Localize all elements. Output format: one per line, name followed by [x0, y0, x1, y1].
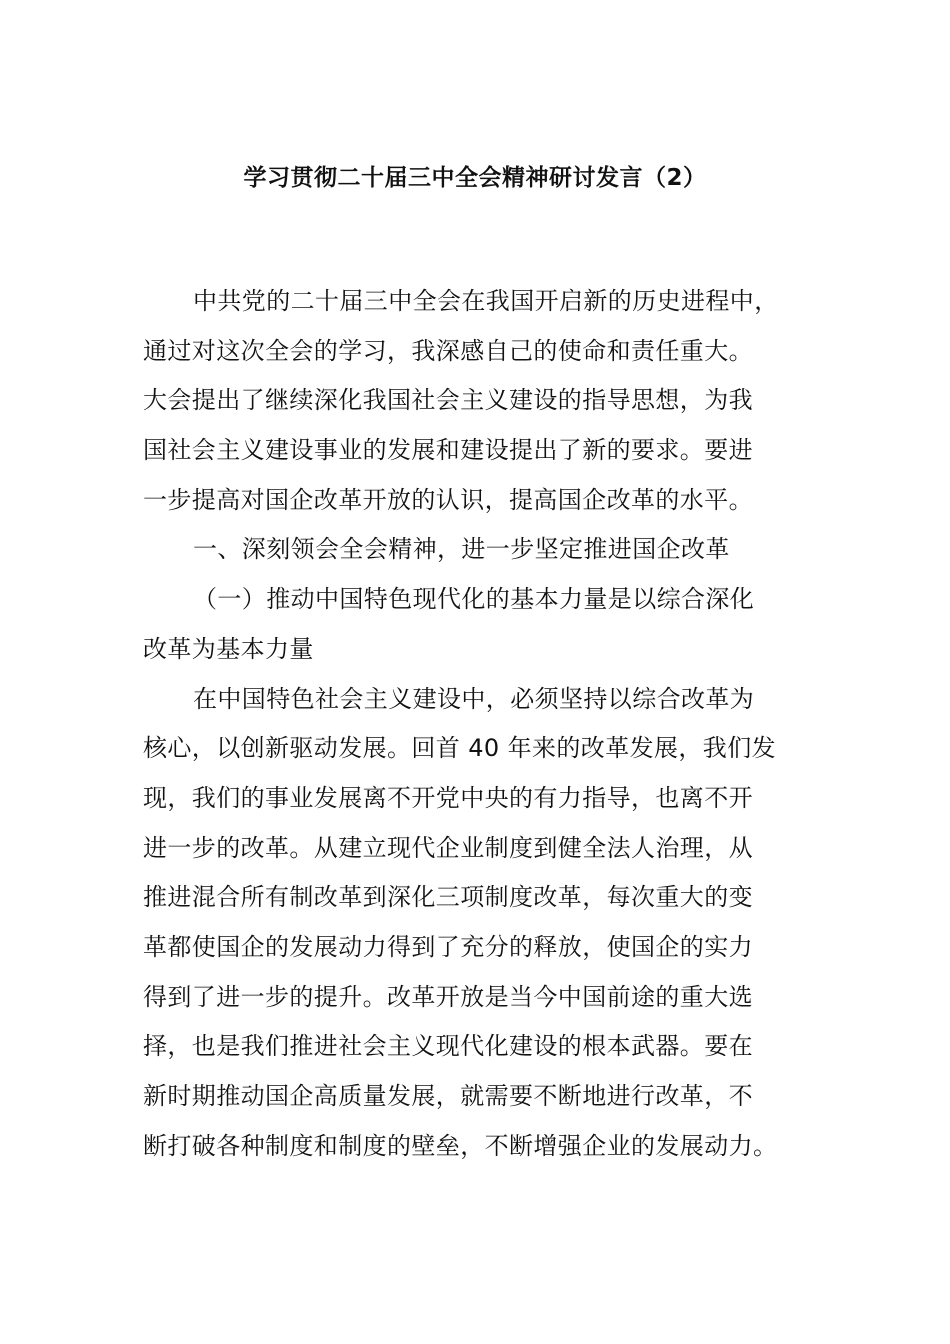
- paragraph-2-line-10: 断打破各种制度和制度的壁垒，不断增强企业的发展动力。: [143, 1131, 778, 1160]
- paragraph-1-line-1: 中共党的二十届三中全会在我国开启新的历史进程中，: [193, 287, 779, 315]
- paragraph-2-line-5: 推进混合所有制改革到深化三项制度改革，每次重大的变: [143, 883, 753, 912]
- subsection-heading-1-line-1: （一）推动中国特色现代化的基本力量是以综合深化: [193, 585, 755, 614]
- paragraph-2-line-9: 新时期推动国企高质量发展，就需要不断地进行改革，不: [143, 1082, 753, 1110]
- paragraph-1-line-4: 国社会主义建设事业的发展和建设提出了新的要求。要进: [143, 436, 753, 465]
- section-heading-1: 一、深刻领会全会精神，进一步坚定推进国企改革: [193, 535, 730, 564]
- paragraph-2-line-3: 现，我们的事业发展离不开党中央的有力指导，也离不开: [143, 783, 753, 812]
- subsection-heading-1-line-2: 改革为基本力量: [143, 634, 314, 663]
- paragraph-2-line-7: 得到了进一步的提升。改革开放是当今中国前途的重大选: [143, 982, 753, 1011]
- paragraph-1-line-5: 一步提高对国企改革开放的认识，提高国企改革的水平。: [143, 485, 753, 514]
- paragraph-2-line-4: 进一步的改革。从建立现代企业制度到健全法人治理，从: [143, 833, 753, 862]
- paragraph-1-line-2: 通过对这次全会的学习，我深感自己的使命和责任重大。: [143, 336, 753, 365]
- paragraph-2-line-1: 在中国特色社会主义建设中，必须坚持以综合改革为: [193, 684, 755, 713]
- document-title: 学习贯彻二十届三中全会精神研讨发言（2）: [243, 165, 707, 191]
- paragraph-2-line-6: 革都使国企的发展动力得到了充分的释放，使国企的实力: [143, 932, 753, 961]
- paragraph-2-line-2: 核心，以创新驱动发展。回首 40 年来的改革发展，我们发: [143, 734, 776, 763]
- paragraph-1-line-3: 大会提出了继续深化我国社会主义建设的指导思想，为我: [143, 386, 753, 415]
- paragraph-2-line-8: 择，也是我们推进社会主义现代化建设的根本武器。要在: [143, 1032, 753, 1061]
- document-body: [143, 277, 808, 1171]
